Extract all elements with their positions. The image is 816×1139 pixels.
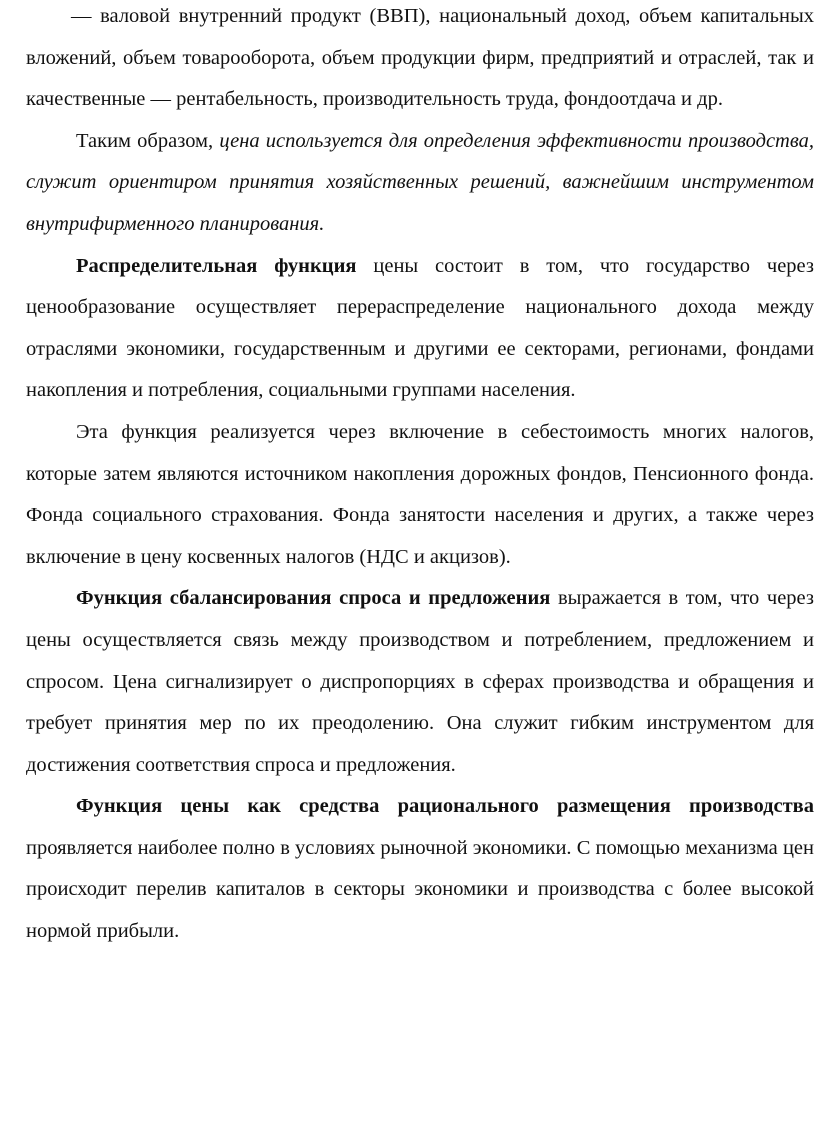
paragraph-text: проявляется наиболее полно в условиях рыночной экономики. С помощью механизма цен происходит перелив капиталов в секторы экономики и производства с более высокой нормой прибыли. xyxy=(26,836,814,943)
term-allocation-function: Функция цены как средства рационального размещения производства xyxy=(76,795,814,818)
paragraph-price-efficiency xyxy=(26,121,814,246)
paragraph-text: выражается в том, что через цены осуществляется связь между производством и потреблением, предложением и спросом. Цена сигнализирует о диспропорциях в сферах производства и обращения и требует принятия мер по их преодолению. Она служит гибким инструментом для достижения соответствия спроса и предложения. xyxy=(26,587,814,776)
paragraph-allocation-function xyxy=(26,786,814,952)
paragraph-indicators-continuation xyxy=(26,0,814,121)
paragraph-text: цены состоит в том, что государство через ценообразование осуществляет перераспределение национального дохода между отраслями экономики, государственным и другими ее секторами, регионами, фондами накопления и потребления, социальными группами населения. xyxy=(26,254,814,402)
paragraph-text: — валовой внутренний продукт (ВВП), национальный доход, объем капитальных вложений, объем товарооборота, объем продукции фирм, предприятий и отраслей, так и качественные — рентабельность, производительность труда, фондоотдача и др. xyxy=(26,5,814,111)
paragraph-lead-text: Таким образом, xyxy=(76,129,220,152)
paragraph-italic-text: цена используется для определения эффективности производства, служит ориентиром принятия хозяйственных решений, важнейшим инструментом внутрифирменного планирования. xyxy=(26,129,814,235)
term-distributive-function: Распределительная функция xyxy=(76,254,357,277)
paragraph-balancing-function xyxy=(26,578,814,786)
paragraph-text: Эта функция реализуется через включение в себестоимость многих налогов, которые затем являются источником накопления дорожных фондов, Пенсионного фонда. Фонда социального страхования. Фонда занятости населения и других, а также через включение в цену косвенных налогов (НДС и акцизов). xyxy=(26,420,814,568)
term-balancing-function: Функция сбалансирования спроса и предложения xyxy=(76,587,551,610)
paragraph-distributive-function xyxy=(26,246,814,412)
paragraph-taxes xyxy=(26,412,814,578)
